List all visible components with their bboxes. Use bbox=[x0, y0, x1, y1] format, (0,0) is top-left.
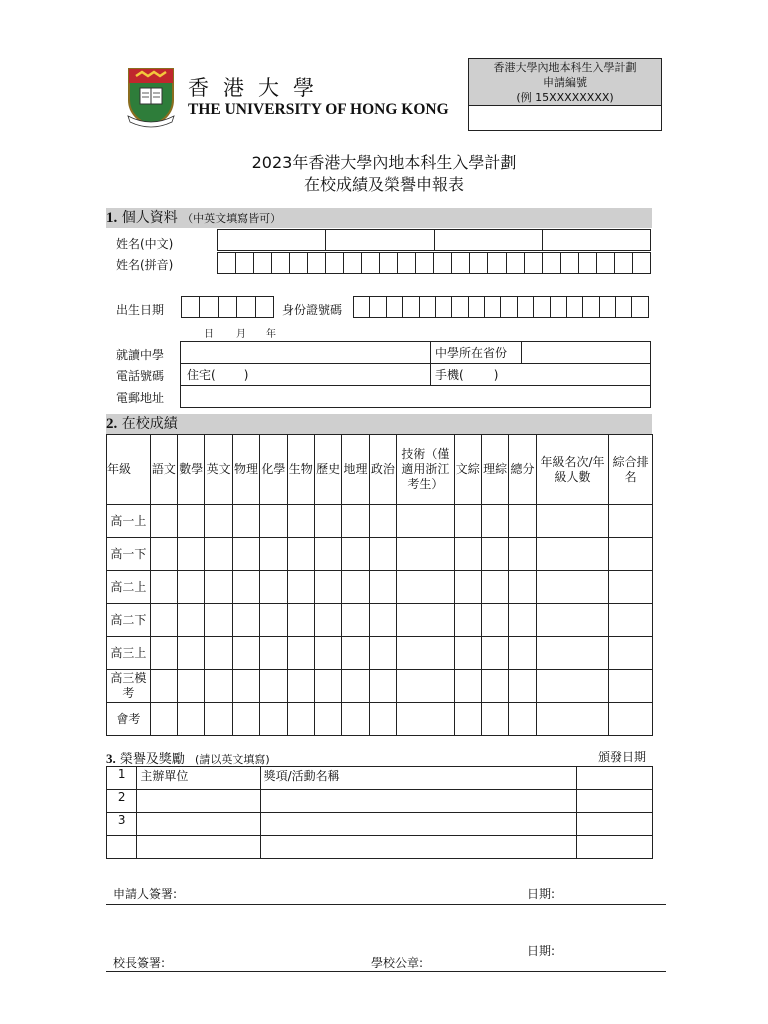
grade-cell[interactable] bbox=[287, 571, 314, 604]
grade-cell[interactable] bbox=[287, 670, 314, 703]
id-number-box[interactable] bbox=[534, 297, 550, 318]
grades-row bbox=[107, 571, 653, 604]
name-pinyin-box[interactable] bbox=[632, 253, 650, 274]
grade-cell[interactable] bbox=[260, 703, 287, 736]
name-cn-box[interactable] bbox=[434, 230, 542, 251]
application-number-label: 香港大學內地本科生入學計劃 申請編號 (例 15XXXXXXXX) bbox=[469, 59, 661, 106]
grade-cell[interactable] bbox=[369, 604, 396, 637]
id-number-box[interactable] bbox=[616, 297, 632, 318]
award-date-cell[interactable] bbox=[576, 836, 652, 859]
grade-label: 高三模考 bbox=[107, 670, 151, 703]
grades-header-cell: 政治 bbox=[369, 435, 396, 505]
grade-cell[interactable] bbox=[178, 505, 205, 538]
grades-row bbox=[107, 670, 653, 703]
grade-cell[interactable] bbox=[205, 637, 232, 670]
grade-cell[interactable] bbox=[205, 505, 232, 538]
home-phone-field[interactable]: 住宅( ) bbox=[181, 364, 431, 386]
university-name-en: THE UNIVERSITY OF HONG KONG bbox=[188, 101, 449, 118]
grade-cell[interactable] bbox=[342, 505, 369, 538]
award-organizer-cell[interactable] bbox=[137, 790, 260, 813]
grade-cell[interactable] bbox=[481, 505, 508, 538]
name-pinyin-box[interactable] bbox=[470, 253, 488, 274]
school-field[interactable] bbox=[181, 342, 431, 364]
grade-cell[interactable] bbox=[205, 604, 232, 637]
name-cn-box[interactable] bbox=[218, 230, 326, 251]
id-number-box[interactable] bbox=[566, 297, 582, 318]
grade-cell[interactable] bbox=[232, 637, 259, 670]
grade-cell[interactable] bbox=[454, 505, 481, 538]
grade-cell[interactable] bbox=[232, 505, 259, 538]
grades-header-cell: 年級 bbox=[107, 435, 151, 505]
grade-cell[interactable] bbox=[481, 538, 508, 571]
grade-cell[interactable] bbox=[342, 637, 369, 670]
name-pinyin-box[interactable] bbox=[344, 253, 362, 274]
id-number-box[interactable] bbox=[485, 297, 501, 318]
grade-cell[interactable] bbox=[397, 637, 455, 670]
grade-label: 高二下 bbox=[107, 604, 151, 637]
grade-cell[interactable] bbox=[342, 604, 369, 637]
dob-box[interactable] bbox=[200, 297, 218, 318]
grade-cell[interactable] bbox=[314, 571, 341, 604]
id-number-box[interactable] bbox=[386, 297, 402, 318]
grade-cell[interactable] bbox=[454, 538, 481, 571]
contact-table bbox=[180, 341, 651, 408]
id-number-box[interactable] bbox=[632, 297, 649, 318]
name-pinyin-box[interactable] bbox=[452, 253, 470, 274]
name-pinyin-boxes bbox=[217, 252, 651, 274]
grade-cell[interactable] bbox=[536, 571, 609, 604]
grade-cell[interactable] bbox=[369, 505, 396, 538]
award-row bbox=[107, 813, 653, 836]
principal-signature-line[interactable] bbox=[106, 971, 666, 972]
dob-day-label: 日 bbox=[204, 329, 214, 340]
name-pinyin-box[interactable] bbox=[380, 253, 398, 274]
grade-cell[interactable] bbox=[150, 670, 177, 703]
name-pinyin-box[interactable] bbox=[218, 253, 236, 274]
grades-header-cell: 總分 bbox=[509, 435, 536, 505]
grade-cell[interactable] bbox=[150, 571, 177, 604]
name-pinyin-box[interactable] bbox=[614, 253, 632, 274]
grade-label: 高一下 bbox=[107, 538, 151, 571]
grade-cell[interactable] bbox=[342, 703, 369, 736]
grade-label: 高二上 bbox=[107, 571, 151, 604]
grade-cell[interactable] bbox=[536, 538, 609, 571]
grade-cell[interactable] bbox=[536, 505, 609, 538]
name-pinyin-box[interactable] bbox=[416, 253, 434, 274]
grade-cell[interactable] bbox=[509, 670, 536, 703]
grades-row bbox=[107, 538, 653, 571]
email-label: 電郵地址 bbox=[116, 391, 165, 405]
grades-row bbox=[107, 505, 653, 538]
grade-cell[interactable] bbox=[509, 505, 536, 538]
grade-cell[interactable] bbox=[260, 505, 287, 538]
name-pinyin-box[interactable] bbox=[596, 253, 614, 274]
form-subtitle: 在校成績及榮譽申報表 bbox=[303, 175, 464, 194]
name-pinyin-box[interactable] bbox=[254, 253, 272, 274]
grade-cell[interactable] bbox=[232, 670, 259, 703]
awards-table bbox=[106, 766, 653, 859]
id-number-box[interactable] bbox=[370, 297, 386, 318]
grade-cell[interactable] bbox=[287, 604, 314, 637]
grade-cell[interactable] bbox=[260, 538, 287, 571]
phone-label: 電話號碼 bbox=[116, 369, 165, 383]
grade-cell[interactable] bbox=[314, 637, 341, 670]
application-number-field[interactable] bbox=[469, 106, 661, 129]
name-pinyin-box[interactable] bbox=[578, 253, 596, 274]
grade-cell[interactable] bbox=[536, 703, 609, 736]
grades-header-cell: 歷史 bbox=[314, 435, 341, 505]
grade-cell[interactable] bbox=[509, 604, 536, 637]
id-number-box[interactable] bbox=[501, 297, 517, 318]
grade-cell[interactable] bbox=[205, 571, 232, 604]
id-number-box[interactable] bbox=[599, 297, 615, 318]
grades-header-cell: 綜合排名 bbox=[609, 435, 653, 505]
name-cn-box[interactable] bbox=[326, 230, 434, 251]
grade-cell[interactable] bbox=[397, 505, 455, 538]
id-number-box[interactable] bbox=[403, 297, 419, 318]
dob-box[interactable] bbox=[218, 297, 236, 318]
grade-cell[interactable] bbox=[397, 571, 455, 604]
name-pinyin-box[interactable] bbox=[524, 253, 542, 274]
grade-cell[interactable] bbox=[314, 604, 341, 637]
name-pinyin-label: 姓名(拼音) bbox=[116, 258, 174, 272]
award-row bbox=[107, 836, 653, 859]
award-date-header: 頒發日期 bbox=[597, 750, 646, 764]
university-name-cn: 香港大學 bbox=[188, 76, 328, 100]
grades-header-cell: 數學 bbox=[178, 435, 205, 505]
grade-cell[interactable] bbox=[454, 637, 481, 670]
province-field[interactable] bbox=[522, 342, 651, 364]
name-pinyin-box[interactable] bbox=[488, 253, 506, 274]
grade-cell[interactable] bbox=[609, 637, 653, 670]
grade-cell[interactable] bbox=[454, 703, 481, 736]
name-pinyin-box[interactable] bbox=[398, 253, 416, 274]
grades-header-cell: 化學 bbox=[260, 435, 287, 505]
name-cn-box[interactable] bbox=[542, 230, 650, 251]
grade-cell[interactable] bbox=[205, 703, 232, 736]
grade-cell[interactable] bbox=[536, 670, 609, 703]
grade-cell[interactable] bbox=[609, 571, 653, 604]
grade-cell[interactable] bbox=[481, 703, 508, 736]
grade-cell[interactable] bbox=[287, 538, 314, 571]
id-boxes bbox=[353, 296, 649, 318]
grade-cell[interactable] bbox=[509, 571, 536, 604]
grade-cell[interactable] bbox=[609, 538, 653, 571]
grade-cell[interactable] bbox=[481, 604, 508, 637]
id-number-box[interactable] bbox=[468, 297, 484, 318]
award-date-cell[interactable] bbox=[576, 813, 652, 836]
name-pinyin-box[interactable] bbox=[290, 253, 308, 274]
grades-row bbox=[107, 604, 653, 637]
grades-header-cell: 年級名次/年級人數 bbox=[536, 435, 609, 505]
name-pinyin-box[interactable] bbox=[308, 253, 326, 274]
id-number-box[interactable] bbox=[435, 297, 451, 318]
grade-cell[interactable] bbox=[205, 670, 232, 703]
id-number-box[interactable] bbox=[517, 297, 533, 318]
grade-cell[interactable] bbox=[232, 703, 259, 736]
grade-cell[interactable] bbox=[287, 637, 314, 670]
school-label: 就讀中學 bbox=[116, 348, 165, 362]
award-row-number: 2 bbox=[107, 790, 137, 813]
award-row-number: 1 bbox=[107, 767, 137, 790]
grade-cell[interactable] bbox=[536, 604, 609, 637]
grades-header-cell: 技術（僅適用浙江考生） bbox=[397, 435, 455, 505]
name-cn-label: 姓名(中文) bbox=[116, 237, 174, 251]
grade-cell[interactable] bbox=[342, 571, 369, 604]
name-pinyin-box[interactable] bbox=[560, 253, 578, 274]
grade-cell[interactable] bbox=[342, 538, 369, 571]
grade-cell[interactable] bbox=[369, 637, 396, 670]
grade-cell[interactable] bbox=[397, 703, 455, 736]
award-name-cell[interactable] bbox=[260, 813, 576, 836]
application-number-box bbox=[468, 58, 662, 131]
grade-cell[interactable] bbox=[150, 505, 177, 538]
section-1-header: 1. 個人資料 （中英文填寫皆可） bbox=[106, 208, 652, 228]
grades-header-cell: 文綜 bbox=[454, 435, 481, 505]
dob-label: 出生日期 bbox=[116, 303, 165, 317]
grade-cell[interactable] bbox=[150, 538, 177, 571]
grade-cell[interactable] bbox=[397, 538, 455, 571]
grade-cell[interactable] bbox=[609, 670, 653, 703]
award-organizer-cell[interactable] bbox=[137, 813, 260, 836]
dob-box[interactable] bbox=[182, 297, 200, 318]
award-date-cell[interactable] bbox=[576, 790, 652, 813]
grade-cell[interactable] bbox=[369, 571, 396, 604]
name-pinyin-box[interactable] bbox=[326, 253, 344, 274]
grade-cell[interactable] bbox=[178, 670, 205, 703]
grade-cell[interactable] bbox=[314, 538, 341, 571]
award-row-number: 3 bbox=[107, 813, 137, 836]
award-date-cell[interactable] bbox=[576, 767, 652, 790]
school-stamp-label: 學校公章: bbox=[371, 956, 424, 970]
grade-cell[interactable] bbox=[369, 703, 396, 736]
grade-cell[interactable] bbox=[260, 571, 287, 604]
name-pinyin-box[interactable] bbox=[434, 253, 452, 274]
grade-cell[interactable] bbox=[178, 538, 205, 571]
name-pinyin-box[interactable] bbox=[542, 253, 560, 274]
grade-cell[interactable] bbox=[260, 637, 287, 670]
name-pinyin-box[interactable] bbox=[272, 253, 290, 274]
grade-cell[interactable] bbox=[342, 670, 369, 703]
grade-cell[interactable] bbox=[232, 604, 259, 637]
award-row bbox=[107, 767, 653, 790]
grades-row bbox=[107, 637, 653, 670]
grade-cell[interactable] bbox=[509, 637, 536, 670]
grades-row bbox=[107, 703, 653, 736]
hku-crest-icon bbox=[126, 66, 176, 128]
grade-cell[interactable] bbox=[369, 538, 396, 571]
id-number-box[interactable] bbox=[354, 297, 370, 318]
grade-cell[interactable] bbox=[481, 670, 508, 703]
section-2-header: 2. 在校成績 bbox=[106, 414, 652, 434]
email-field[interactable] bbox=[181, 386, 651, 408]
dob-year-label: 年 bbox=[266, 329, 276, 340]
grade-cell[interactable] bbox=[287, 703, 314, 736]
dob-box[interactable] bbox=[237, 297, 255, 318]
dob-boxes bbox=[181, 296, 274, 318]
grade-label: 高三上 bbox=[107, 637, 151, 670]
grade-cell[interactable] bbox=[232, 571, 259, 604]
grades-table bbox=[106, 434, 653, 736]
grade-cell[interactable] bbox=[609, 703, 653, 736]
name-cn-boxes bbox=[217, 229, 651, 251]
name-pinyin-box[interactable] bbox=[362, 253, 380, 274]
province-label: 中學所在省份 bbox=[431, 342, 522, 364]
id-number-box[interactable] bbox=[550, 297, 566, 318]
grades-header-cell: 生物 bbox=[287, 435, 314, 505]
grade-cell[interactable] bbox=[314, 703, 341, 736]
grade-cell[interactable] bbox=[454, 604, 481, 637]
grade-label: 高一上 bbox=[107, 505, 151, 538]
award-organizer-cell[interactable] bbox=[137, 836, 260, 859]
award-organizer-cell[interactable]: 主辦單位 bbox=[137, 767, 260, 790]
applicant-signature-line[interactable] bbox=[106, 904, 666, 905]
grade-cell[interactable] bbox=[536, 637, 609, 670]
grade-cell[interactable] bbox=[150, 604, 177, 637]
grade-cell[interactable] bbox=[509, 538, 536, 571]
grade-cell[interactable] bbox=[509, 703, 536, 736]
grade-cell[interactable] bbox=[150, 703, 177, 736]
dob-month-label: 月 bbox=[236, 329, 246, 340]
grade-cell[interactable] bbox=[397, 670, 455, 703]
award-row bbox=[107, 790, 653, 813]
principal-signature-label: 校長簽署: bbox=[113, 956, 166, 970]
grade-cell[interactable] bbox=[178, 703, 205, 736]
dob-box[interactable] bbox=[255, 297, 273, 318]
grades-header-cell: 英文 bbox=[205, 435, 232, 505]
name-pinyin-box[interactable] bbox=[236, 253, 254, 274]
applicant-signature-label: 申請人簽署: bbox=[113, 887, 178, 901]
grades-header-cell: 理綜 bbox=[481, 435, 508, 505]
award-name-cell[interactable] bbox=[260, 836, 576, 859]
name-pinyin-box[interactable] bbox=[506, 253, 524, 274]
award-name-cell[interactable] bbox=[260, 790, 576, 813]
section-3-header: 3. 榮譽及獎勵 (請以英文填寫) 頒發日期 bbox=[106, 750, 646, 767]
grade-cell[interactable] bbox=[260, 670, 287, 703]
award-name-cell[interactable]: 獎項/活動名稱 bbox=[260, 767, 576, 790]
grade-cell[interactable] bbox=[260, 604, 287, 637]
grade-cell[interactable] bbox=[287, 505, 314, 538]
mobile-phone-field[interactable]: 手機( ) bbox=[431, 364, 651, 386]
grade-cell[interactable] bbox=[178, 604, 205, 637]
grade-cell[interactable] bbox=[314, 505, 341, 538]
grade-cell[interactable] bbox=[314, 670, 341, 703]
grade-cell[interactable] bbox=[481, 637, 508, 670]
grade-cell[interactable] bbox=[454, 571, 481, 604]
grade-cell[interactable] bbox=[232, 538, 259, 571]
grade-cell[interactable] bbox=[454, 670, 481, 703]
grade-cell[interactable] bbox=[205, 538, 232, 571]
grade-cell[interactable] bbox=[397, 604, 455, 637]
grades-header-cell: 語文 bbox=[150, 435, 177, 505]
principal-date-label: 日期: bbox=[527, 944, 556, 958]
id-label: 身份證號碼 bbox=[282, 303, 343, 317]
grades-header-cell: 物理 bbox=[232, 435, 259, 505]
award-row-number bbox=[107, 836, 137, 859]
grade-cell[interactable] bbox=[609, 604, 653, 637]
id-number-box[interactable] bbox=[452, 297, 468, 318]
id-number-box[interactable] bbox=[419, 297, 435, 318]
grade-label: 會考 bbox=[107, 703, 151, 736]
grade-cell[interactable] bbox=[609, 505, 653, 538]
grades-header-cell: 地理 bbox=[342, 435, 369, 505]
applicant-date-label: 日期: bbox=[527, 887, 556, 901]
id-number-box[interactable] bbox=[583, 297, 599, 318]
grade-cell[interactable] bbox=[369, 670, 396, 703]
form-title: 2023年香港大學內地本科生入學計劃 bbox=[251, 153, 517, 172]
grade-cell[interactable] bbox=[150, 637, 177, 670]
grade-cell[interactable] bbox=[481, 571, 508, 604]
grade-cell[interactable] bbox=[178, 637, 205, 670]
grade-cell[interactable] bbox=[178, 571, 205, 604]
